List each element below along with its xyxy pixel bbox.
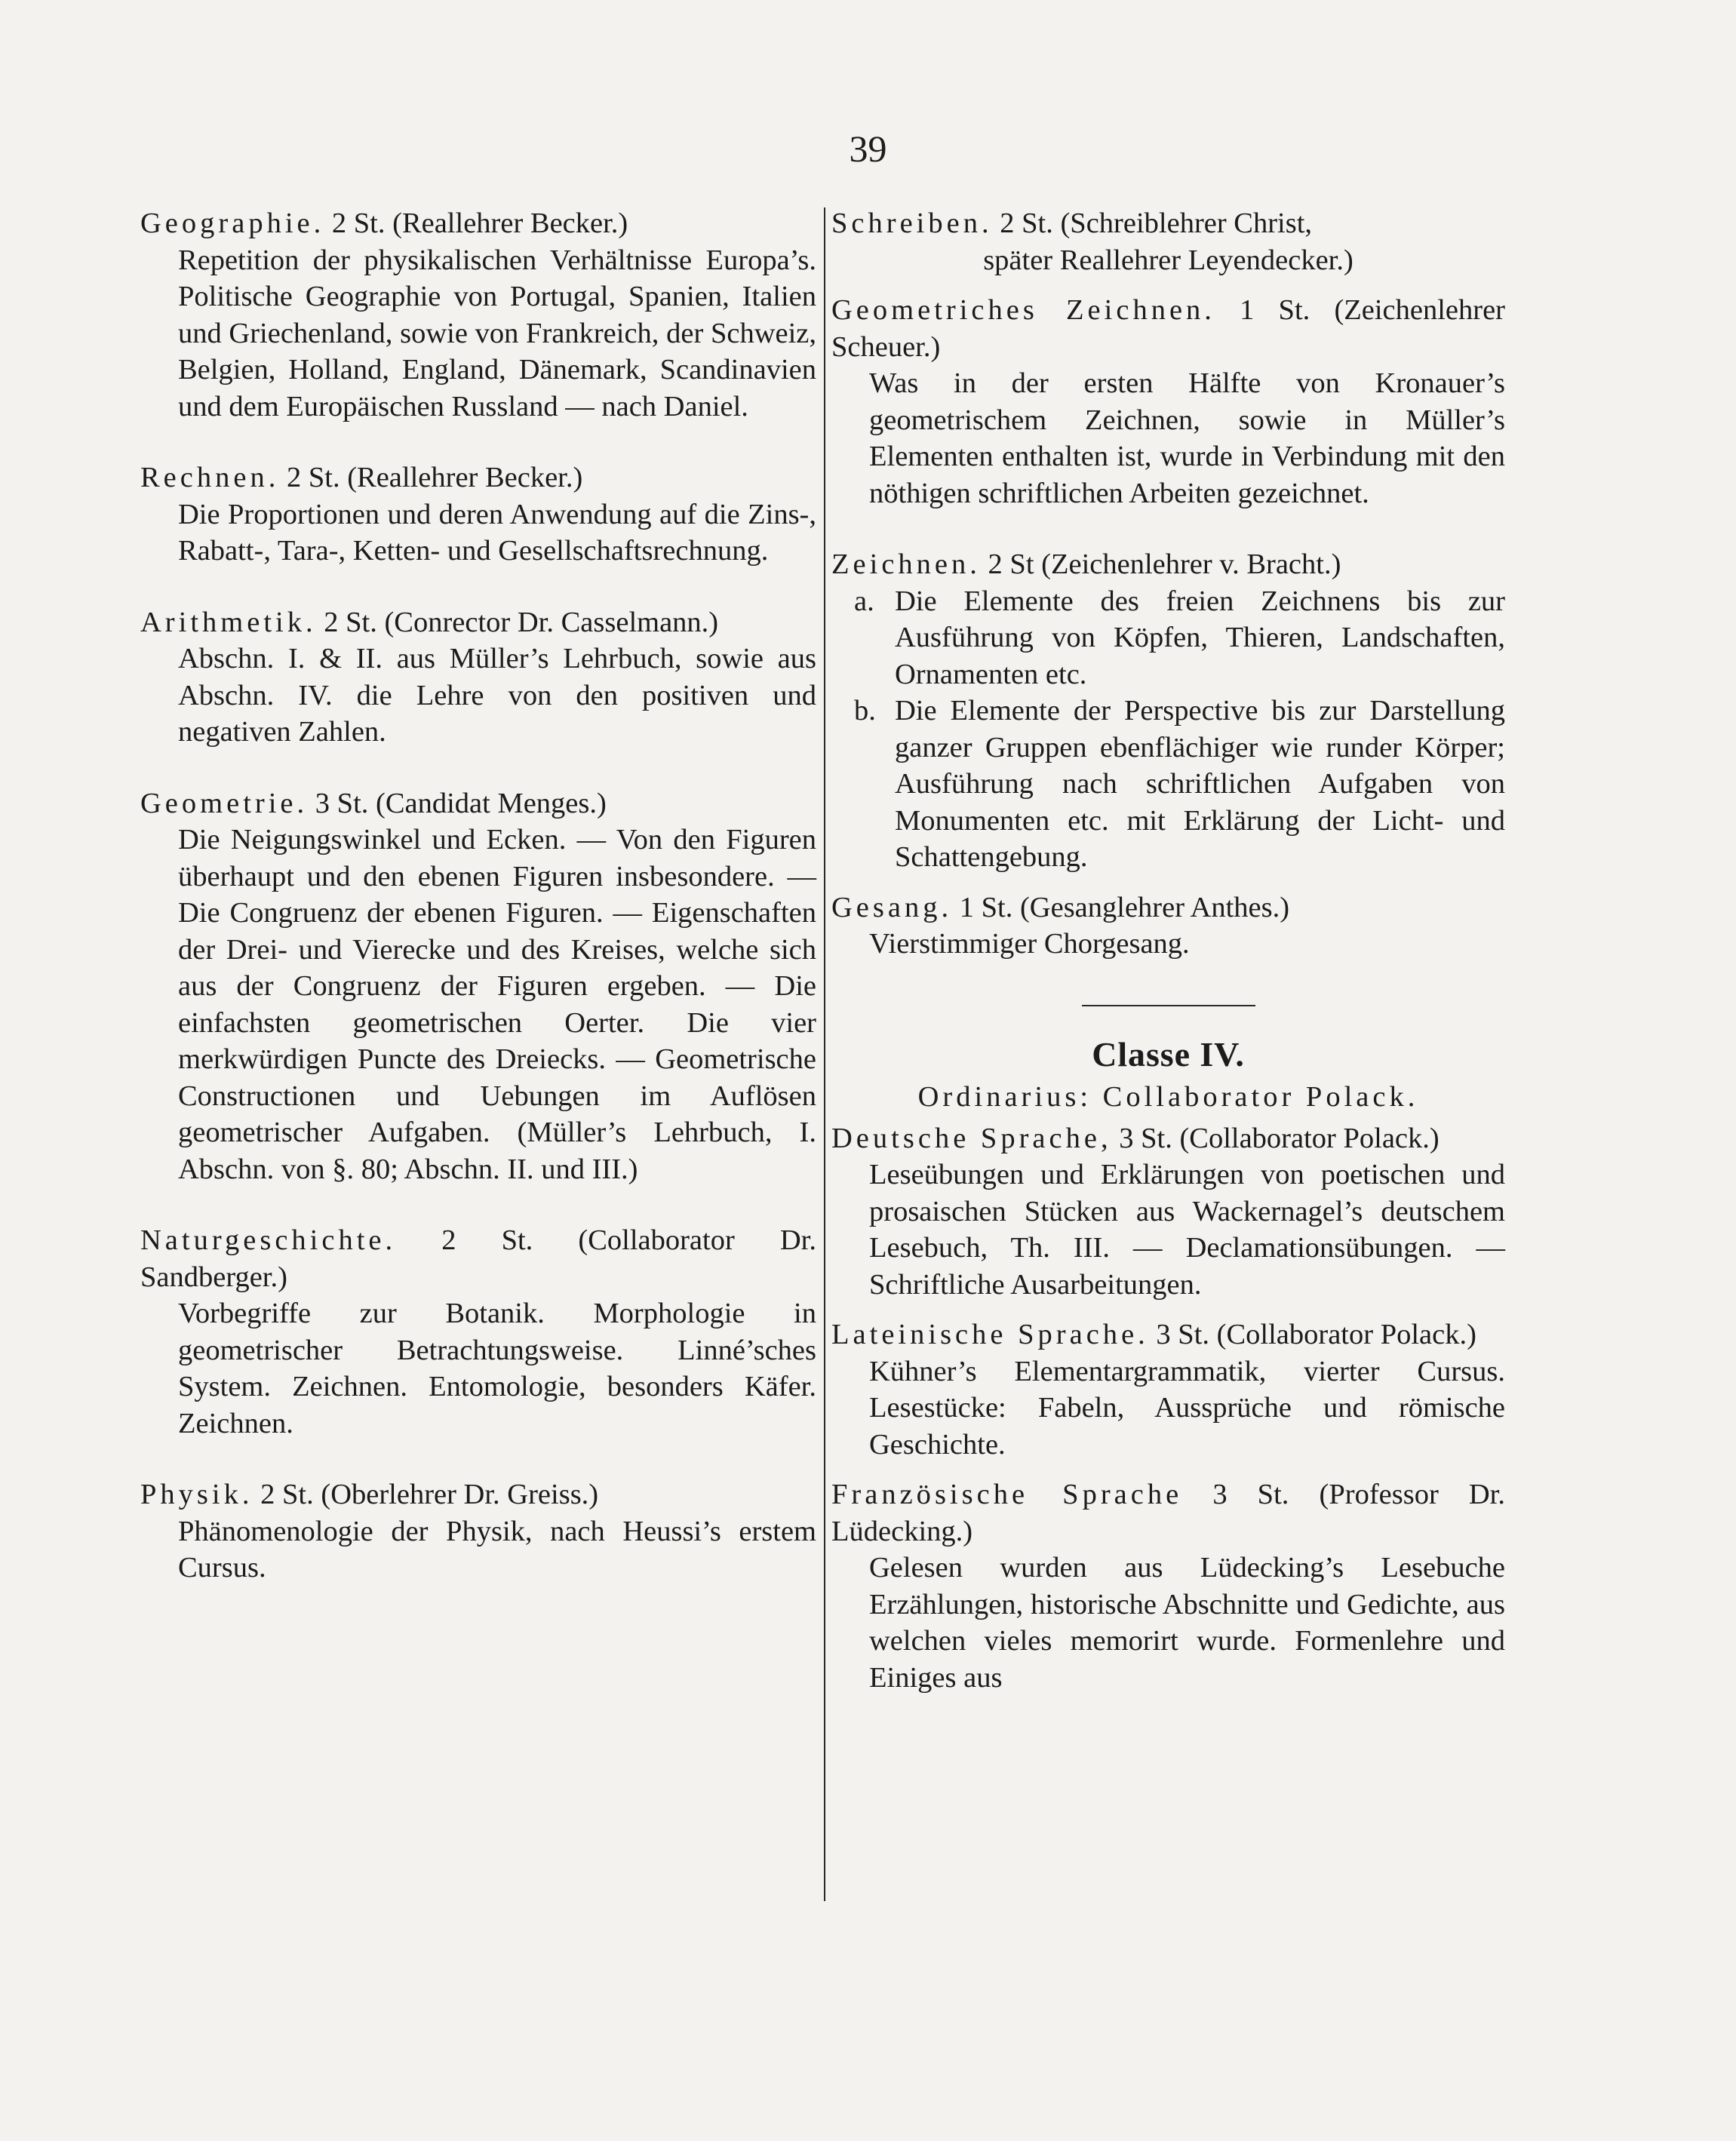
subject-teacher: (Zeichenlehrer Scheuer.) bbox=[831, 294, 1506, 363]
subject-hours: 2 St. bbox=[260, 1479, 314, 1510]
subject-teacher: (Collaborator Polack.) bbox=[1179, 1122, 1439, 1154]
subject-hours: 1 St. bbox=[959, 891, 1013, 923]
section-heading bbox=[140, 785, 816, 822]
left-column bbox=[140, 205, 816, 1621]
section-geometrie bbox=[140, 785, 816, 1188]
subject-body: Leseübungen und Erklärungen von poetischen und prosaischen Stücken aus Wackernagel’s deutschem Lesebuch, Th. III. — Declamationsübungen. — Schriftliche Ausarbeitungen. bbox=[869, 1159, 1505, 1301]
section-heading bbox=[140, 459, 816, 496]
subject-teacher-continued: später Reallehrer Leyendecker.) bbox=[983, 244, 1353, 276]
section-franz bbox=[831, 1476, 1505, 1696]
section-geometriches-zeichnen bbox=[831, 292, 1505, 511]
subject-teacher: (Professor Dr. Lüdecking.) bbox=[831, 1479, 1505, 1547]
section-physik bbox=[140, 1476, 816, 1587]
subject-body: Repetition der physikalischen Verhältnisse Europa’s. Politische Geographie von Portugal, Spanien, Italien und Griechenland, sowie von Frankreich, der Schweiz, Belgien, Holland, England, Dänemark, Scandinavien und dem Europäischen Russland — nach Daniel. bbox=[178, 244, 816, 422]
section-deutsch bbox=[831, 1120, 1505, 1304]
subject-title: Naturgeschichte. bbox=[140, 1224, 397, 1256]
subject-hours: 2 St. bbox=[324, 606, 377, 638]
subject-title: Französische Sprache bbox=[831, 1479, 1183, 1510]
section-schreiben bbox=[831, 205, 1505, 278]
section-gesang bbox=[831, 889, 1505, 963]
subject-title: Zeichnen. bbox=[831, 548, 981, 580]
list-item-text: Die Elemente des freien Zeichnens bis zur Ausführung von Köpfen, Thieren, Landschaften, Ornamenten etc. bbox=[895, 585, 1505, 690]
section-heading bbox=[140, 1476, 816, 1513]
list-item bbox=[831, 693, 1505, 876]
subject-body: Was in der ersten Hälfte von Kronauer’s geometrischem Zeichnen, sowie in Müller’s Elementen enthalten ist, wurde in Verbindung mit den nöthigen schriftlichen Arbeiten gezeichnet. bbox=[869, 367, 1505, 509]
subject-body: Abschn. I. & II. aus Müller’s Lehrbuch, sowie aus Abschn. IV. die Lehre von den positiven und negativen Zahlen. bbox=[178, 643, 816, 748]
ordinarius-line: Ordinarius: Collaborator Polack. bbox=[917, 1081, 1419, 1113]
list-item bbox=[831, 583, 1505, 693]
section-naturgeschichte bbox=[140, 1222, 816, 1442]
subject-teacher: (Schreiblehrer Christ, bbox=[1060, 207, 1313, 239]
subject-teacher: (Zeichenlehrer v. Bracht.) bbox=[1041, 548, 1341, 580]
section-zeichnen bbox=[831, 546, 1505, 876]
subject-teacher: (Collaborator Dr. Sandberger.) bbox=[140, 1224, 816, 1293]
subject-title: Physik. bbox=[140, 1479, 253, 1510]
subject-hours: 2 St. bbox=[441, 1224, 533, 1256]
section-heading bbox=[831, 1316, 1505, 1353]
section-heading bbox=[831, 1120, 1505, 1157]
section-latein bbox=[831, 1316, 1505, 1463]
list-item-text: Die Elemente der Perspective bis zur Darstellung ganzer Gruppen ebenflächiger wie runder Körper; Ausführung nach schriftlichen Aufgaben von Monumenten etc. mit Erklärung der Licht- und Schattengebung. bbox=[895, 695, 1505, 873]
subject-body: Die Neigungswinkel und Ecken. — Von den Figuren überhaupt und den ebenen Figuren insbesondere. — Die Congruenz der ebenen Figuren. — Eigenschaften der Drei- und Vierecke und des Kreises, welche sich aus der Congruenz der Figuren ergeben. — Die einfachsten geometrischen Oerter. Die vier merkwürdigen Puncte des Dreiecks. — Geometrische Constructionen und Uebungen im Auflösen geometrischer Aufgaben. (Müller’s Lehrbuch, I. Abschn. von §. 80; Abschn. II. und III.) bbox=[178, 824, 816, 1185]
section-heading bbox=[831, 546, 1505, 583]
subject-title: Lateinische Sprache. bbox=[831, 1319, 1149, 1350]
subject-teacher: (Candidat Menges.) bbox=[376, 787, 607, 819]
subject-body: Kühner’s Elementargrammatik, vierter Cursus. Lesestücke: Fabeln, Aussprüche und römische Geschichte. bbox=[869, 1355, 1505, 1461]
list-item-label: a. bbox=[854, 585, 874, 617]
subject-body: Vierstimmiger Chorgesang. bbox=[869, 928, 1190, 960]
subject-title: Deutsche Sprache, bbox=[831, 1122, 1112, 1154]
subject-teacher: (Reallehrer Becker.) bbox=[392, 207, 628, 239]
section-heading bbox=[831, 1476, 1505, 1550]
section-heading bbox=[831, 205, 1505, 242]
list-item-label: b. bbox=[854, 695, 876, 726]
page-number: 39 bbox=[849, 127, 887, 170]
subject-teacher: (Gesanglehrer Anthes.) bbox=[1019, 891, 1290, 923]
section-heading bbox=[831, 292, 1505, 365]
subject-title: Geometrie. bbox=[140, 787, 309, 819]
subject-hours: 3 St. bbox=[1119, 1122, 1172, 1154]
subject-body: Phänomenologie der Physik, nach Heussi’s erstem Cursus. bbox=[178, 1515, 816, 1583]
subject-hours: 2 St bbox=[988, 548, 1034, 580]
subject-title: Schreiben. bbox=[831, 207, 993, 239]
subject-hours: 2 St. bbox=[286, 462, 340, 493]
right-column bbox=[831, 205, 1505, 1696]
column-divider bbox=[824, 207, 825, 1901]
subject-title: Geographie. bbox=[140, 207, 325, 239]
subject-title: Gesang. bbox=[831, 891, 953, 923]
section-heading bbox=[140, 604, 816, 641]
subject-teacher: (Reallehrer Becker.) bbox=[347, 462, 583, 493]
class-title: Classe IV. bbox=[1092, 1034, 1245, 1074]
subject-title: Geometriches Zeichnen. bbox=[831, 294, 1215, 326]
section-heading bbox=[140, 205, 816, 242]
section-heading bbox=[831, 889, 1505, 926]
subject-hours: 2 St. bbox=[1000, 207, 1053, 239]
subject-teacher: (Conrector Dr. Casselmann.) bbox=[384, 606, 719, 638]
subject-hours: 1 St. bbox=[1240, 294, 1310, 326]
subject-hours: 3 St. bbox=[1212, 1479, 1289, 1510]
section-geographie bbox=[140, 205, 816, 425]
section-arithmetik bbox=[140, 604, 816, 751]
section-heading bbox=[140, 1222, 816, 1295]
subject-body: Gelesen wurden aus Lüdecking’s Lesebuche Erzählungen, historische Abschnitte und Gedichte, aus welchen vieles memorirt wurde. Formenlehre und Einiges aus bbox=[869, 1552, 1505, 1694]
subject-teacher: (Collaborator Polack.) bbox=[1216, 1319, 1476, 1350]
subject-body: Die Proportionen und deren Anwendung auf die Zins-, Rabatt-, Tara-, Ketten- und Gesellschaftsrechnung. bbox=[178, 498, 816, 567]
subject-hours: 2 St. bbox=[331, 207, 386, 239]
subject-title: Rechnen. bbox=[140, 462, 280, 493]
section-rule bbox=[1082, 1005, 1255, 1006]
subject-hours: 3 St. bbox=[315, 787, 369, 819]
subject-body: Vorbegriffe zur Botanik. Morphologie in geometrischer Betrachtungsweise. Linné’sches System. Zeichnen. Entomologie, besonders Käfer. Zeichnen. bbox=[178, 1298, 816, 1439]
subject-teacher: (Oberlehrer Dr. Greiss.) bbox=[321, 1479, 599, 1510]
subject-title: Arithmetik. bbox=[140, 606, 317, 638]
subject-hours: 3 St. bbox=[1156, 1319, 1210, 1350]
section-rechnen bbox=[140, 459, 816, 570]
